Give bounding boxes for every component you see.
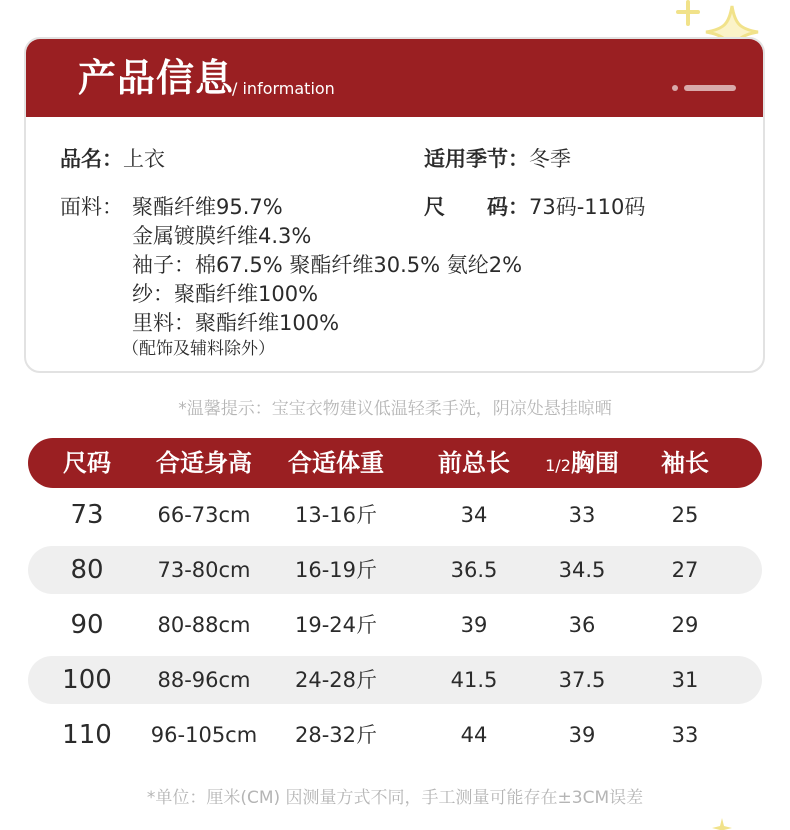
cell-weight: 24-28斤 bbox=[294, 668, 378, 692]
header-front-length: 前总长 bbox=[438, 449, 510, 477]
season-value: 冬季 bbox=[529, 147, 571, 171]
card-header bbox=[26, 39, 763, 117]
cell-size: 100 bbox=[62, 665, 112, 695]
cell-front-length: 44 bbox=[460, 723, 488, 747]
size-range-row bbox=[424, 193, 645, 221]
table-row bbox=[28, 546, 762, 594]
cell-weight: 28-32斤 bbox=[294, 723, 378, 747]
header-half-chest-fraction: 1/2 bbox=[545, 456, 571, 475]
cell-half-chest: 37.5 bbox=[558, 668, 606, 692]
fabric-line: 金属镀膜纤维4.3% bbox=[132, 224, 312, 248]
fabric-line: 聚酯纤维95.7% bbox=[132, 195, 283, 219]
cell-height: 96-105cm bbox=[150, 723, 258, 747]
cell-weight: 16-19斤 bbox=[294, 558, 378, 582]
table-row bbox=[28, 656, 762, 704]
cell-front-length: 41.5 bbox=[450, 668, 498, 692]
cell-half-chest: 33 bbox=[568, 503, 596, 527]
cell-weight: 13-16斤 bbox=[294, 503, 378, 527]
header-size: 尺码 bbox=[63, 449, 111, 477]
card-subtitle: / information bbox=[232, 79, 335, 98]
cell-front-length: 34 bbox=[460, 503, 488, 527]
cell-size: 90 bbox=[70, 610, 104, 640]
cell-weight: 19-24斤 bbox=[294, 613, 378, 637]
fabric-line: 纱：聚酯纤维100% bbox=[132, 282, 319, 306]
cell-height: 73-80cm bbox=[157, 558, 251, 582]
cell-size: 73 bbox=[70, 500, 104, 530]
cell-height: 66-73cm bbox=[157, 503, 251, 527]
cell-front-length: 36.5 bbox=[450, 558, 498, 582]
header-height: 合适身高 bbox=[156, 449, 252, 477]
header-weight: 合适体重 bbox=[288, 449, 384, 477]
header-half-chest bbox=[528, 438, 636, 488]
cell-half-chest: 36 bbox=[568, 613, 596, 637]
fabric-label: 面料： bbox=[60, 195, 123, 219]
header-half-chest-label: 胸围 bbox=[570, 449, 619, 477]
card-title: 产品信息 bbox=[78, 56, 235, 100]
cell-size: 110 bbox=[62, 720, 112, 750]
cell-height: 88-96cm bbox=[157, 668, 251, 692]
name-row bbox=[60, 145, 165, 173]
cell-sleeve-length: 31 bbox=[671, 668, 699, 692]
fabric-note: （配饰及辅料除外） bbox=[122, 339, 275, 359]
cell-front-length: 39 bbox=[460, 613, 488, 637]
cell-sleeve-length: 25 bbox=[671, 503, 699, 527]
cell-size: 80 bbox=[70, 555, 104, 585]
header-sleeve-length: 袖长 bbox=[661, 449, 709, 477]
table-row bbox=[28, 491, 762, 539]
cell-sleeve-length: 33 bbox=[671, 723, 699, 747]
name-label: 品名： bbox=[60, 147, 123, 171]
header-dot-decoration bbox=[672, 85, 678, 91]
season-row bbox=[424, 145, 571, 173]
cell-half-chest: 39 bbox=[568, 723, 596, 747]
size-range-label: 尺 码： bbox=[424, 195, 529, 219]
table-row bbox=[28, 711, 762, 759]
measurement-footnote: *单位：厘米(CM) 因测量方式不同，手工测量可能存在±3CM误差 bbox=[146, 788, 644, 808]
sparkle-bottom-icon bbox=[712, 818, 732, 830]
product-info-card bbox=[24, 37, 765, 373]
cell-height: 80-88cm bbox=[157, 613, 251, 637]
care-tip: *温馨提示：宝宝衣物建议低温轻柔手洗，阴凉处悬挂晾晒 bbox=[178, 399, 612, 419]
cell-sleeve-length: 27 bbox=[671, 558, 699, 582]
cell-half-chest: 34.5 bbox=[558, 558, 606, 582]
header-bar-decoration bbox=[684, 85, 736, 91]
table-row bbox=[28, 601, 762, 649]
sparkle-small-icon bbox=[676, 0, 700, 26]
fabric-line: 袖子：棉67.5% 聚酯纤维30.5% 氨纶2% bbox=[132, 253, 523, 277]
cell-sleeve-length: 29 bbox=[671, 613, 699, 637]
season-label: 适用季节： bbox=[424, 147, 529, 171]
name-value: 上衣 bbox=[123, 147, 165, 171]
fabric-line: 里料：聚酯纤维100% bbox=[132, 311, 340, 335]
size-range-value: 73码-110码 bbox=[529, 195, 646, 219]
size-table-header bbox=[28, 438, 762, 488]
